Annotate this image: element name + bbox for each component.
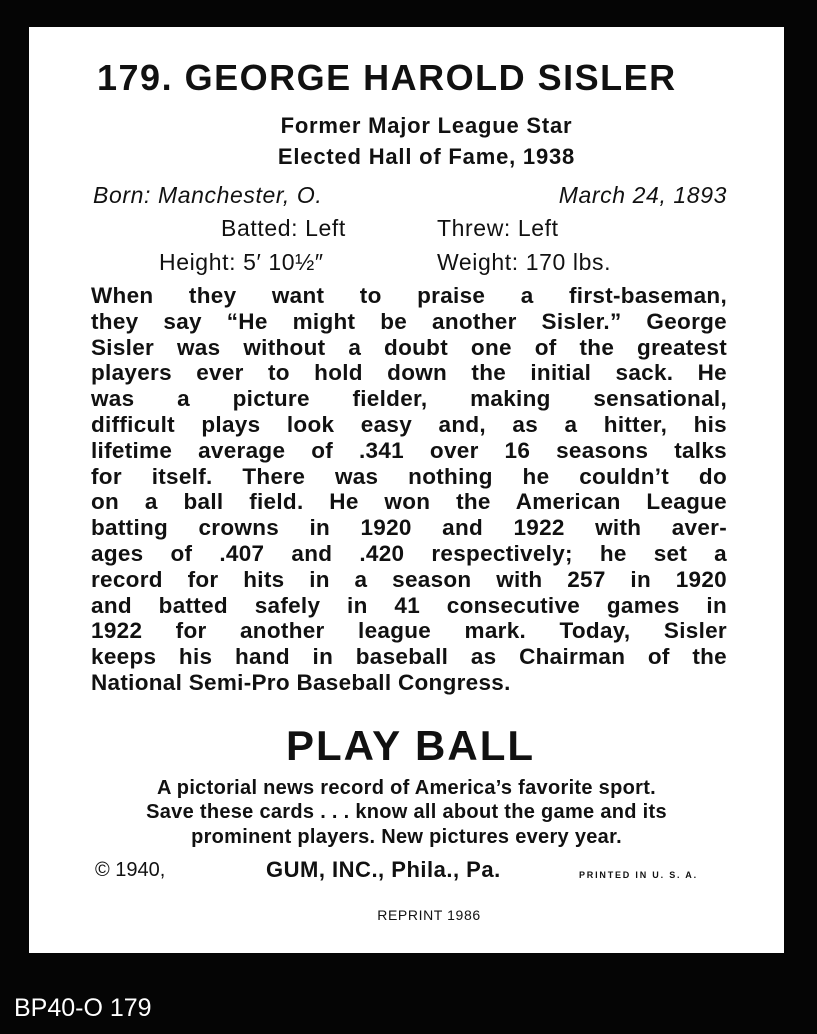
bio-line: record for hits in a season with 257 in 1920: [91, 566, 727, 592]
baseball-card-back: [29, 27, 784, 953]
bio-line: 1922 for another league mark. Today, Sisler: [91, 618, 727, 644]
promo-line: A pictorial news record of America’s favorite sport.: [156, 777, 657, 799]
batted-stat: Batted: Left: [221, 215, 346, 241]
weight-stat: Weight: 170 lbs.: [437, 249, 612, 275]
threw-stat: Threw: Left: [437, 215, 559, 241]
bio-line: they say “He might be another Sisler.” George: [91, 308, 727, 334]
publisher-name: GUM, INC., Phila., Pa.: [266, 857, 501, 882]
card-subtitle-hall-of-fame: Elected Hall of Fame, 1938: [277, 144, 576, 169]
bio-line: on a ball field. He won the American League: [91, 489, 727, 515]
promo-line: Save these cards . . . know all about the game and its: [146, 801, 667, 823]
card-title: 179. GEORGE HAROLD SISLER: [97, 57, 677, 98]
bio-line: and batted safely in 41 consecutive games in: [91, 592, 727, 618]
card-subtitle-former-star: Former Major League Star: [280, 113, 573, 138]
bio-line: National Semi-Pro Baseball Congress.: [91, 669, 511, 695]
bio-line: keeps his hand in baseball as Chairman of the: [91, 644, 727, 670]
promo-line: prominent players. New pictures every year.: [191, 826, 622, 848]
copyright-notice: © 1940,: [95, 859, 166, 881]
bio-line: for itself. There was nothing he couldn’t do: [91, 463, 727, 489]
reprint-notice: REPRINT 1986: [377, 907, 481, 923]
printed-in-usa: PRINTED IN U. S. A.: [579, 870, 698, 880]
bio-line: was a picture fielder, making sensational,: [91, 386, 727, 412]
height-stat: Height: 5′ 10½″: [159, 249, 324, 275]
born-date: March 24, 1893: [558, 182, 727, 208]
bio-line: difficult plays look easy and, as a hitter, his: [91, 411, 727, 437]
play-ball-brand: PLAY BALL: [285, 722, 536, 769]
bio-line: players ever to hold down the initial sack. He: [91, 360, 727, 386]
bio-line: lifetime average of .341 over 16 seasons talks: [91, 437, 727, 463]
image-caption: BP40-O 179: [14, 994, 152, 1022]
bio-line: batting crowns in 1920 and 1922 with aver-: [91, 515, 727, 541]
born-place: Born: Manchester, O.: [93, 182, 323, 208]
bio-line: ages of .407 and .420 respectively; he set a: [91, 540, 727, 566]
biography-text: [91, 283, 727, 696]
bio-line: When they want to praise a first-baseman,: [91, 283, 727, 308]
bio-line: Sisler was without a doubt one of the greatest: [91, 334, 727, 360]
